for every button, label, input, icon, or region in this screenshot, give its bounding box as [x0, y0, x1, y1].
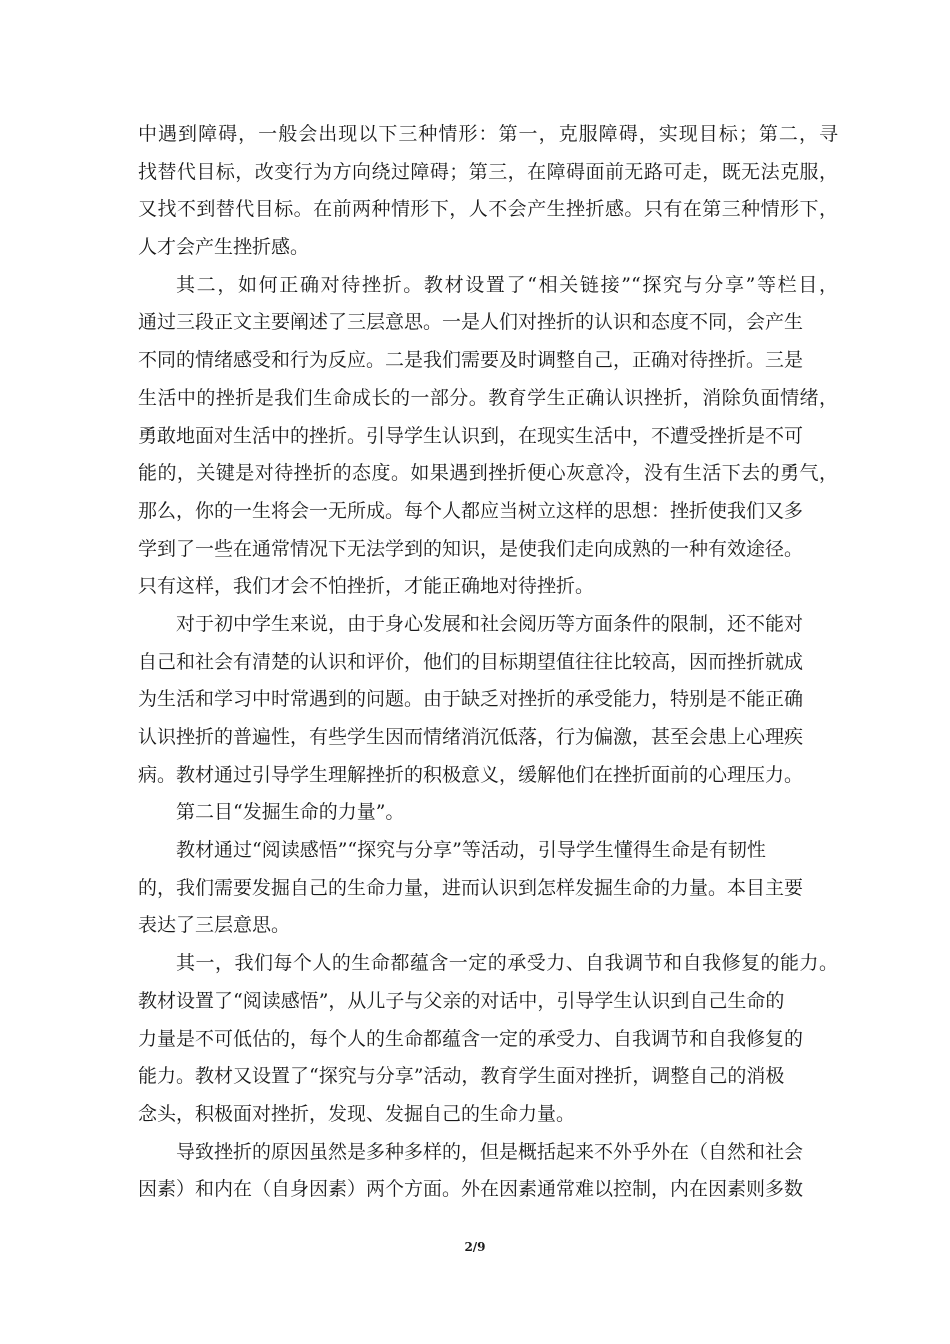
- text-line: 病。教材通过引导学生理解挫折的积极意义，缓解他们在挫折面前的心理压力。: [138, 763, 804, 786]
- text-line: 念头，积极面对挫折，发现、发掘自己的生命力量。: [138, 1102, 576, 1125]
- text-line: 不同的情绪感受和行为反应。二是我们需要及时调整自己，正确对待挫折。三是: [138, 349, 804, 372]
- text-line: 又找不到替代目标。在前两种情形下，人不会产生挫折感。只有在第三种情形下，: [138, 198, 838, 221]
- text-line: 的，我们需要发掘自己的生命力量，进而认识到怎样发掘生命的力量。本目主要: [138, 876, 804, 899]
- text-line: 因素）和内在（自身因素）两个方面。外在因素通常难以控制，内在因素则多数: [138, 1178, 804, 1201]
- text-line: 生活中的挫折是我们生命成长的一部分。教育学生正确认识挫折，消除负面情绪，: [138, 386, 838, 409]
- text-line: 教材通过“阅读感悟”“探究与分享”等活动，引导学生懂得生命是有韧性: [176, 839, 766, 862]
- text-line: 表达了三层意思。: [138, 914, 291, 937]
- text-line: 找替代目标，改变行为方向绕过障碍；第三，在障碍面前无路可走，既无法克服，: [138, 160, 838, 183]
- text-line: 只有这样，我们才会不怕挫折，才能正确地对待挫折。: [138, 575, 595, 598]
- body-text: [138, 116, 838, 1209]
- text-line: 第二目“发掘生命的力量”。: [176, 801, 405, 824]
- text-line: 能力。教材又设置了“探究与分享”活动，教育学生面对挫折，调整自己的消极: [138, 1065, 785, 1088]
- text-line: 导致挫折的原因虽然是多种多样的，但是概括起来不外乎外在（自然和社会: [176, 1140, 804, 1163]
- text-line: 学到了一些在通常情况下无法学到的知识，是使我们走向成熟的一种有效途径。: [138, 537, 804, 560]
- text-line: 其一，我们每个人的生命都蕴含一定的承受力、自我调节和自我修复的能力。: [176, 952, 838, 975]
- text-line: 力量是不可低估的，每个人的生命都蕴含一定的承受力、自我调节和自我修复的: [138, 1027, 804, 1050]
- text-line: 那么，你的一生将会一无所成。每个人都应当树立这样的思想：挫折使我们又多: [138, 499, 804, 522]
- text-line: 自己和社会有清楚的认识和评价，他们的目标期望值往往比较高，因而挫折就成: [138, 650, 804, 673]
- text-line: 中遇到障碍，一般会出现以下三种情形：第一，克服障碍，实现目标；第二，寻: [138, 123, 838, 145]
- text-line: 勇敢地面对生活中的挫折。引导学生认识到，在现实生活中，不遭受挫折是不可: [138, 424, 804, 447]
- text-line: 为生活和学习中时常遇到的问题。由于缺乏对挫折的承受能力，特别是不能正确: [138, 688, 804, 711]
- text-line: 能的，关键是对待挫折的态度。如果遇到挫折便心灰意冷，没有生活下去的勇气，: [138, 462, 838, 485]
- text-line: 其二，如何正确对待挫折。教材设置了“相关链接”“探究与分享”等栏目，: [176, 273, 838, 296]
- text-line: 认识挫折的普遍性，有些学生因而情绪消沉低落，行为偏激，甚至会患上心理疾: [138, 726, 804, 748]
- page-number: 2/9: [464, 1240, 486, 1254]
- text-line: 通过三段正文主要阐述了三层意思。一是人们对挫折的认识和态度不同，会产生: [138, 311, 804, 334]
- text-line: 对于初中学生来说，由于身心发展和社会阅历等方面条件的限制，还不能对: [176, 612, 804, 635]
- text-line: 人才会产生挫折感。: [138, 236, 310, 259]
- text-line: 教材设置了“阅读感悟”，从儿子与父亲的对话中，引导学生认识到自己生命的: [138, 989, 785, 1012]
